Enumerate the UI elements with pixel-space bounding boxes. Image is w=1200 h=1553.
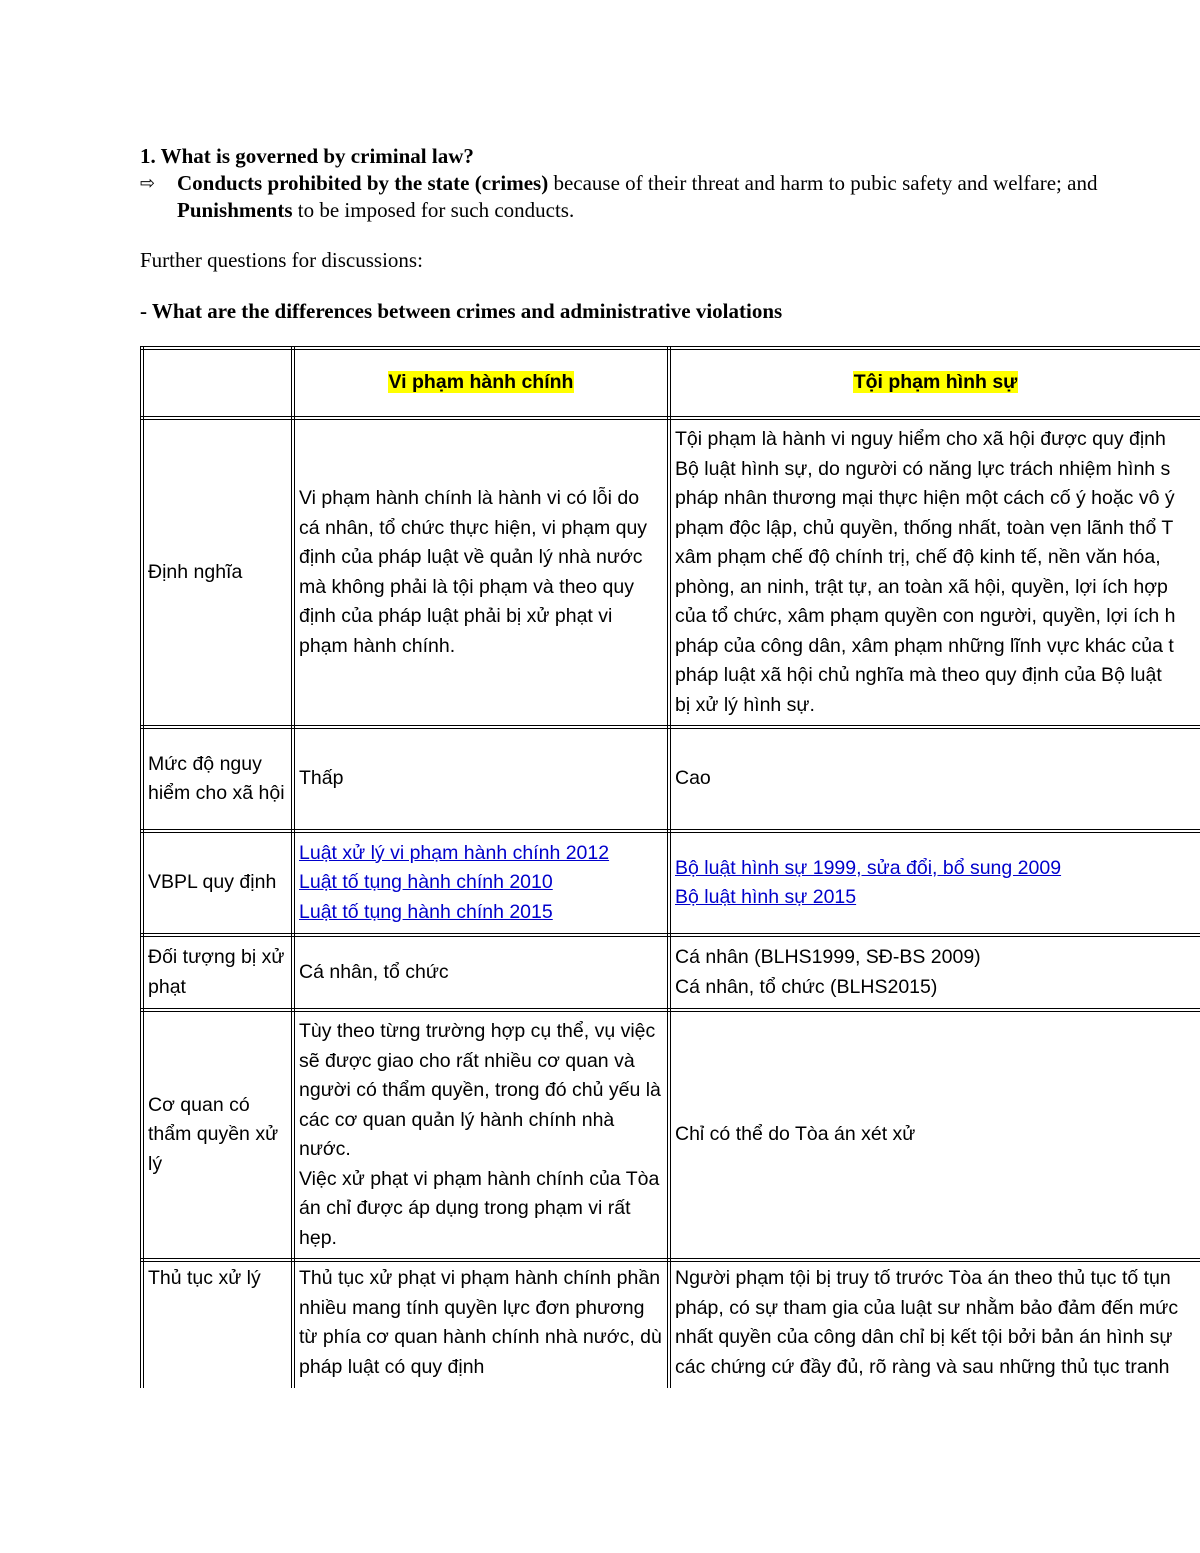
further-questions-label: Further questions for discussions: xyxy=(140,248,423,272)
text-line: của tổ chức, xâm phạm quyền con người, quyền, lợi ích h xyxy=(675,605,1176,627)
row-label: Mức độ nguy hiểm cho xã hội xyxy=(142,727,293,831)
row-label: VBPL quy định xyxy=(142,831,293,935)
law-link[interactable]: Luật xử lý vi phạm hành chính 2012 xyxy=(299,841,610,864)
table-row xyxy=(142,935,1200,1010)
row-label: Thủ tục xử lý xyxy=(142,1260,293,1388)
table-row xyxy=(142,727,1200,831)
table-row xyxy=(142,831,1200,935)
header-label-administrative: Vi phạm hành chính xyxy=(388,371,574,394)
header-empty-cell xyxy=(142,348,293,418)
text-line: Bộ luật hình sự, do người có năng lực trách nhiệm hình s xyxy=(675,457,1171,480)
text-line: pháp luật xã hội chủ nghĩa mà theo quy định của Bộ luật xyxy=(675,664,1162,686)
table-header-row xyxy=(142,348,1200,418)
text-line: Cá nhân, tổ chức (BLHS2015) xyxy=(675,975,938,998)
table-row xyxy=(142,418,1200,727)
comparison-table-wrapper xyxy=(140,346,1200,1388)
text-line: các chứng cứ đầy đủ, rõ ràng và sau những thủ tục tranh xyxy=(675,1355,1170,1378)
text-line: bị xử lý hình sự. xyxy=(675,693,815,716)
text-line: phạm độc lập, chủ quyền, thống nhất, toàn vẹn lãnh thổ T xyxy=(675,516,1174,539)
law-link[interactable]: Luật tố tụng hành chính 2010 xyxy=(299,871,553,894)
text-line: pháp nhân thương mại thực hiện một cách cố ý hoặc vô ý xyxy=(675,487,1175,509)
row-cell-administrative: Cá nhân, tổ chức xyxy=(293,935,669,1010)
answer-text-2: to be imposed for such conducts. xyxy=(292,198,575,222)
row-label: Cơ quan có thẩm quyền xử lý xyxy=(142,1010,293,1260)
law-link[interactable]: Bộ luật hình sự 2015 xyxy=(675,886,857,908)
header-cell-criminal xyxy=(669,348,1200,418)
paragraph: Tùy theo từng trường hợp cụ thể, vụ việc sẽ được giao cho rất nhiều cơ quan và người có thẩm quyền, trong đó chủ yếu là các cơ quan quản lý hành chính nhà nước. xyxy=(299,1020,661,1160)
text-line: pháp của công dân, xâm phạm những lĩnh vực khác của t xyxy=(675,634,1174,657)
text-line: Cá nhân (BLHS1999, SĐ-BS 2009) xyxy=(675,946,981,968)
subquestion-heading: - What are the differences between crimes and administrative violations xyxy=(140,299,783,323)
comparison-table xyxy=(140,346,1200,1388)
row-cell-administrative: Vi phạm hành chính là hành vi có lỗi do cá nhân, tổ chức thực hiện, vi phạm quy định của pháp luật về quản lý nhà nước mà không phải là tội phạm và theo quy định của pháp luật phải bị xử phạt vi phạm hành chính. xyxy=(293,418,669,727)
law-link[interactable]: Bộ luật hình sự 1999, sửa đổi, bổ sung 2009 xyxy=(675,856,1062,879)
paragraph: Việc xử phạt vi phạm hành chính của Tòa án chỉ được áp dụng trong phạm vi rất hẹp. xyxy=(299,1167,660,1249)
text-line: pháp, có sự tham gia của luật sư nhằm bảo đảm đến mức xyxy=(675,1296,1179,1319)
answer-block xyxy=(140,170,1180,224)
text-line: Tội phạm là hành vi nguy hiểm cho xã hội được quy định xyxy=(675,428,1166,450)
answer-bold-punishments: Punishments xyxy=(177,198,293,222)
row-label: Định nghĩa xyxy=(142,418,293,727)
row-cell-criminal xyxy=(669,935,1200,1010)
answer-text xyxy=(140,170,1180,224)
row-cell-administrative: Thấp xyxy=(293,727,669,831)
row-cell-criminal xyxy=(669,831,1200,935)
header-label-criminal: Tội phạm hình sự xyxy=(853,371,1018,394)
answer-text-1: because of their threat and harm to pubic safety and welfare; and xyxy=(548,171,1098,195)
table-row xyxy=(142,1260,1200,1388)
table-row xyxy=(142,1010,1200,1260)
right-arrow-outline-icon: ⇨ xyxy=(140,173,156,194)
law-link[interactable]: Luật tố tụng hành chính 2015 xyxy=(299,900,553,923)
row-cell-criminal xyxy=(669,1260,1200,1388)
row-cell-administrative xyxy=(293,831,669,935)
answer-bold-crimes: Conducts prohibited by the state (crimes) xyxy=(177,171,549,195)
text-line: nhất quyền của công dân chỉ bị kết tội bởi bản án hình sự xyxy=(675,1326,1173,1348)
text-line: phòng, an ninh, trật tự, an toàn xã hội, quyền, lợi ích hợp xyxy=(675,575,1168,598)
row-cell-administrative xyxy=(293,1010,669,1260)
row-cell-criminal: Chỉ có thể do Tòa án xét xử xyxy=(669,1010,1200,1260)
text-line: Người phạm tội bị truy tố trước Tòa án theo thủ tục tố tụn xyxy=(675,1267,1171,1289)
header-cell-administrative xyxy=(293,348,669,418)
row-cell-criminal: Cao xyxy=(669,727,1200,831)
row-cell-administrative: Thủ tục xử phạt vi phạm hành chính phần nhiều mang tính quyền lực đơn phương từ phía cơ quan hành chính nhà nước, dù pháp luật có quy định xyxy=(293,1260,669,1388)
row-cell-criminal xyxy=(669,418,1200,727)
row-label: Đối tượng bị xử phạt xyxy=(142,935,293,1010)
question-heading: 1. What is governed by criminal law? xyxy=(140,144,474,168)
text-line: xâm phạm chế độ chính trị, chế độ kinh tế, nền văn hóa, xyxy=(675,546,1161,568)
